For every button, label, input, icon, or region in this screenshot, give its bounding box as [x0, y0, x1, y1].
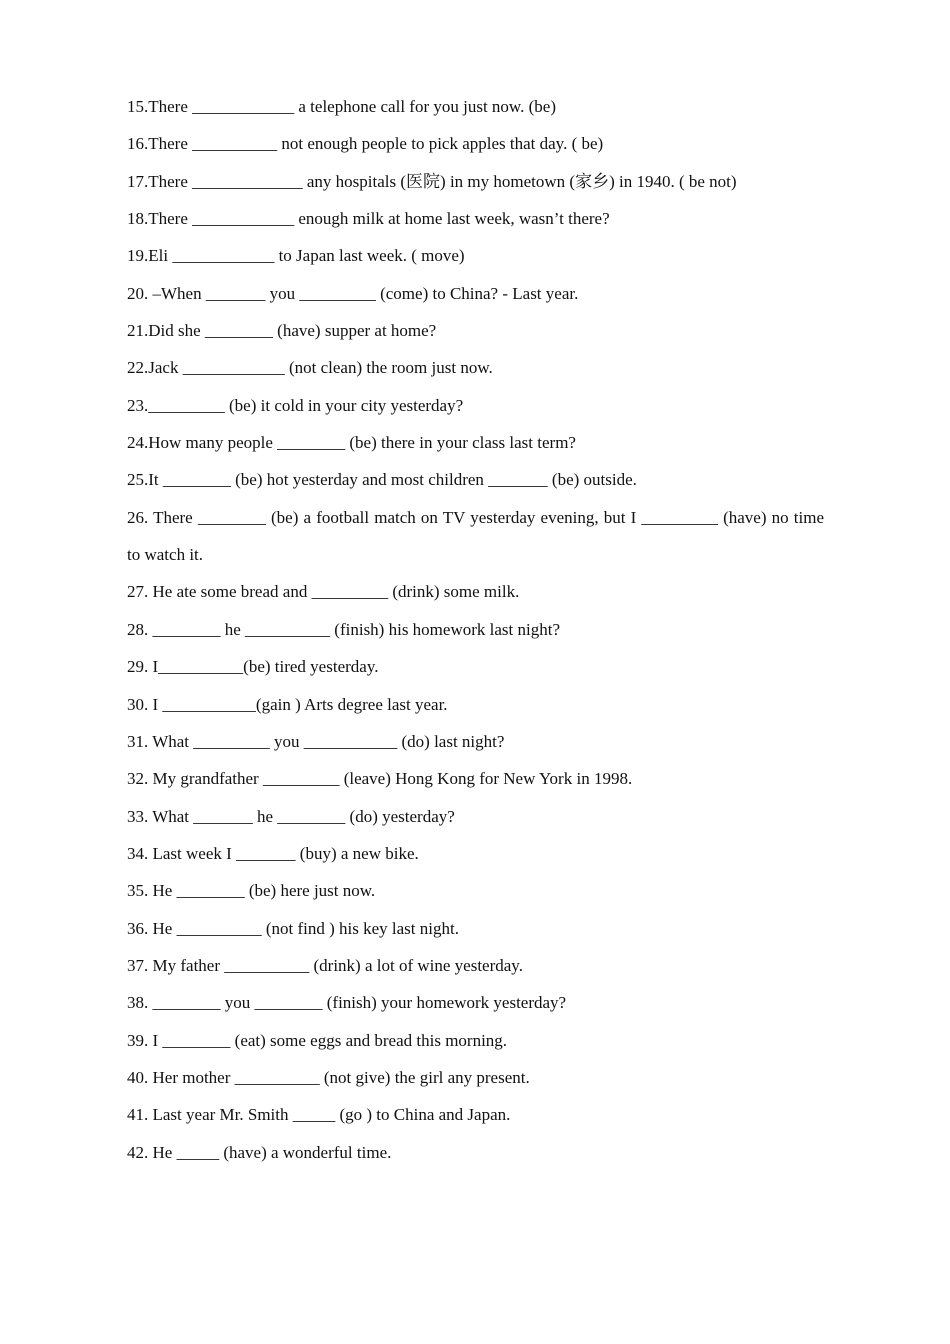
question-20: 20. –When _______ you _________ (come) to China? - Last year. [127, 283, 579, 303]
question-41: 41. Last year Mr. Smith _____ (go ) to China and Japan. [127, 1105, 511, 1125]
question-22: 22.Jack ____________ (not clean) the room just now. [127, 358, 493, 378]
question-42: 42. He _____ (have) a wonderful time. [127, 1142, 392, 1162]
question-31: 31. What _________ you ___________ (do) last night? [127, 731, 505, 751]
question-30: 30. I ___________(gain ) Arts degree last year. [127, 694, 448, 714]
question-16: 16.There __________ not enough people to pick apples that day. ( be) [127, 134, 604, 154]
question-33: 33. What _______ he ________ (do) yesterday? [127, 806, 455, 826]
question-37: 37. My father __________ (drink) a lot of wine yesterday. [127, 955, 523, 975]
question-26: 26. There ________ (be) a football match on TV yesterday evening, but I _________ (have) no time to watch it. [127, 507, 824, 565]
question-34: 34. Last week I _______ (buy) a new bike. [127, 843, 419, 863]
exercise-page [127, 88, 824, 1171]
question-21: 21.Did she ________ (have) supper at home? [127, 321, 437, 341]
question-19: 19.Eli ____________ to Japan last week. ( move) [127, 246, 465, 266]
question-15: 15.There ____________ a telephone call for you just now. (be) [127, 97, 556, 116]
question-24: 24.How many people ________ (be) there in your class last term? [127, 433, 576, 453]
question-28: 28. ________ he __________ (finish) his homework last night? [127, 619, 560, 639]
question-39: 39. I ________ (eat) some eggs and bread this morning. [127, 1030, 508, 1050]
question-36: 36. He __________ (not find ) his key last night. [127, 918, 459, 938]
question-23: 23._________ (be) it cold in your city yesterday? [127, 395, 464, 415]
question-27: 27. He ate some bread and _________ (drink) some milk. [127, 582, 520, 602]
question-18: 18.There ____________ enough milk at home last week, wasn’t there? [127, 209, 610, 229]
question-38: 38. ________ you ________ (finish) your homework yesterday? [127, 993, 567, 1013]
question-35: 35. He ________ (be) here just now. [127, 881, 376, 901]
question-25: 25.It ________ (be) hot yesterday and most children _______ (be) outside. [127, 470, 637, 490]
question-40: 40. Her mother __________ (not give) the girl any present. [127, 1067, 530, 1087]
question-32: 32. My grandfather _________ (leave) Hong Kong for New York in 1998. [127, 769, 633, 789]
question-29: 29. I__________(be) tired yesterday. [127, 657, 379, 677]
question-17: 17.There _____________ any hospitals (医院) in my hometown (家乡) in 1940. ( be not) [127, 171, 737, 191]
